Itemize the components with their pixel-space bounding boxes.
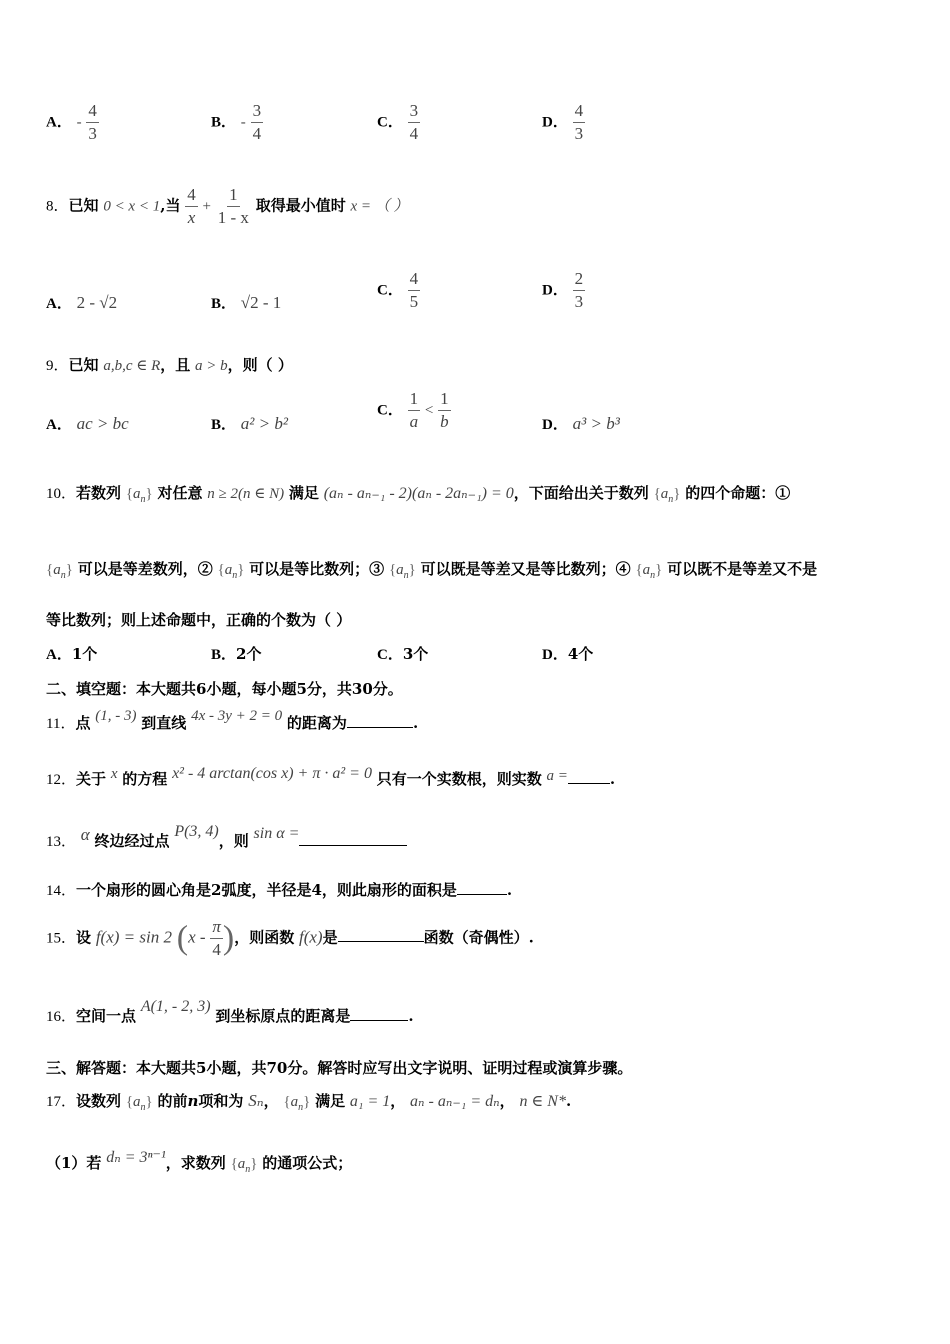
question-number: 10．: [46, 486, 77, 502]
fraction: [86, 102, 99, 143]
text: 关于: [76, 770, 107, 788]
fraction: [573, 102, 586, 143]
q8-option-a: [46, 292, 117, 313]
text: .: [408, 1007, 414, 1025]
answer-blank[interactable]: [568, 783, 610, 784]
option-label: A．: [46, 296, 72, 312]
text: 若数列: [76, 484, 122, 502]
alpha: α: [80, 825, 90, 844]
section-3-heading: 三、解答题：本大题共5小题，共70分。解答时应写出文字说明、证明过程或演算步骤。: [46, 1059, 633, 1077]
question-10: [46, 482, 790, 505]
option-text: 1个: [71, 645, 98, 663]
math-condition: n ≥ 2(n ∈ N): [207, 486, 285, 502]
question-number: 9．: [46, 358, 69, 374]
q8-option-d: [542, 270, 585, 311]
q10-option-a: [46, 643, 97, 664]
text: 可以是等差数列，②: [77, 560, 213, 578]
q7-option-a: [46, 102, 99, 143]
numerator: π: [210, 918, 223, 939]
text: ，: [499, 1092, 515, 1110]
option-text: √2 - 1: [240, 293, 282, 312]
part-label: （1）若: [46, 1154, 102, 1172]
text: 可以是等比数列；③: [249, 560, 385, 578]
question-number: 17．: [46, 1094, 77, 1110]
question-number: 13．: [46, 834, 77, 850]
seq-symbol: a: [237, 1156, 246, 1172]
sign: -: [76, 114, 82, 131]
option-label: A．: [46, 114, 72, 131]
q7-option-d: [542, 102, 585, 143]
fraction: [408, 270, 421, 311]
option-text: 2 - √2: [76, 293, 118, 312]
math-equation: x² - 4 arctan(cos x) + π · a² = 0: [172, 765, 372, 782]
function: f(x): [298, 927, 323, 947]
sequence: $\{a_n\}$: [388, 562, 416, 581]
question-number: 16．: [46, 1009, 77, 1025]
text: ，则: [218, 832, 249, 850]
math-condition: a > b: [195, 358, 228, 374]
sequence: $\{a_n\}$: [125, 486, 153, 505]
text: 只有一个实数根，则实数: [376, 770, 542, 788]
option-label: D．: [542, 417, 568, 433]
denominator: a: [409, 411, 419, 431]
denominator: 3: [88, 123, 97, 143]
text: 满足: [315, 1092, 346, 1110]
math-condition: a,b,c ∈ R: [103, 358, 161, 374]
sequence: $\{a_n\}$: [653, 486, 681, 505]
question-13: [46, 823, 407, 851]
text: 是: [322, 928, 338, 947]
text: ，则（ ）: [227, 356, 293, 374]
denominator: 4: [212, 939, 221, 959]
denominator: x: [187, 207, 196, 227]
answer-blank[interactable]: [299, 845, 407, 846]
numerator: 1: [438, 390, 451, 411]
condition: n ∈ N*: [519, 1093, 566, 1110]
text: 设数列: [76, 1092, 122, 1110]
option-label: B．: [211, 296, 237, 312]
text: 空间一点: [76, 1007, 137, 1025]
q10-option-c: [377, 643, 428, 664]
question-10-line-3: 等比数列；则上述命题中，正确的个数为（ ）: [46, 611, 352, 629]
numerator: 4: [185, 186, 198, 207]
q7-option-c: [377, 102, 420, 143]
fraction: [210, 918, 223, 959]
seq-symbol: a: [133, 486, 141, 502]
numerator: 3: [408, 102, 421, 123]
numerator: 2: [573, 270, 586, 291]
text: ，: [263, 1092, 279, 1110]
text: 的前: [157, 1092, 188, 1110]
denominator: 3: [574, 123, 584, 143]
option-text: a³ > b³: [572, 414, 620, 433]
condition: dₙ = 3ⁿ⁻¹: [106, 1149, 166, 1166]
numerator: 4: [573, 102, 586, 123]
point: (1, - 3): [95, 708, 137, 724]
sequence: $\{a_n\}$: [46, 562, 73, 581]
text: 到直线: [141, 714, 187, 732]
section-2-heading: 二、填空题：本大题共6小题，每小题5分，共30分。: [46, 680, 403, 698]
q9-option-b: [211, 413, 288, 434]
sum-symbol: Sₙ: [248, 1091, 264, 1110]
condition: a₁ = 1: [349, 1093, 391, 1110]
fraction-2: [216, 186, 251, 227]
option-label: D．: [542, 647, 568, 663]
question-9: [46, 354, 293, 375]
option-label: A．: [46, 417, 72, 433]
q8-option-b: [211, 292, 281, 313]
condition: aₙ - aₙ₋₁ = dₙ: [410, 1093, 500, 1110]
text: 的通项公式；: [262, 1154, 353, 1172]
text: 设: [76, 928, 92, 947]
option-label: C．: [377, 282, 403, 299]
fraction: [573, 270, 586, 311]
option-text: a² > b²: [240, 414, 288, 433]
question-14: [46, 879, 512, 900]
question-17-part-1: [46, 1149, 353, 1175]
q9-option-d: [542, 413, 620, 434]
text: 函数（奇偶性）.: [423, 928, 534, 947]
math-expression: sin α =: [253, 825, 300, 842]
text: ,当: [160, 196, 181, 215]
sequence: $\{a_n\}$: [217, 562, 245, 581]
text: 的四个命题：①: [685, 484, 791, 502]
question-16: [46, 998, 414, 1026]
text: 对任意: [157, 484, 203, 502]
sequence: $\{a_n\}$: [283, 1094, 311, 1113]
option-text: 3个: [402, 645, 429, 663]
text: 可以既不是等差又不是: [667, 560, 818, 578]
text: ，且: [160, 356, 191, 374]
option-label: C．: [377, 402, 403, 419]
text: 的方程: [122, 770, 168, 788]
fraction: [438, 390, 451, 431]
answer-blank[interactable]: [347, 727, 413, 728]
text: 终边经过点: [94, 832, 170, 850]
option-label: C．: [377, 114, 403, 131]
q10-option-d: [542, 643, 593, 664]
text: ，: [390, 1092, 406, 1110]
text: 取得最小值时: [255, 196, 346, 215]
text: ，求数列: [165, 1154, 226, 1172]
question-number: 11．: [46, 716, 76, 732]
fraction: [251, 102, 264, 143]
q9-option-c: [377, 390, 451, 431]
text: 已知: [68, 196, 99, 215]
variable: a =: [546, 768, 568, 784]
question-17: [46, 1090, 571, 1113]
option-label: D．: [542, 282, 568, 299]
sequence: $\{a_n\}$: [125, 1094, 153, 1113]
line-equation: 4x - 3y + 2 = 0: [191, 708, 283, 724]
question-number: 8．: [46, 198, 69, 215]
text: 到坐标原点的距离是: [215, 1007, 351, 1025]
question-number: 14．: [46, 883, 77, 899]
point: A(1, - 2, 3): [140, 998, 211, 1015]
option-label: C．: [377, 647, 403, 663]
answer-blank[interactable]: [350, 1020, 408, 1021]
variable: x: [110, 766, 118, 782]
text: ，下面给出关于数列: [513, 484, 649, 502]
text: .: [565, 1092, 572, 1110]
text: 已知: [68, 356, 99, 374]
question-8: [46, 186, 409, 227]
denominator: b: [440, 411, 449, 431]
less-than: <: [424, 402, 434, 419]
option-text: ac > bc: [76, 414, 129, 433]
plus: +: [202, 198, 211, 215]
denominator: 3: [574, 291, 584, 311]
option-label: B．: [211, 417, 237, 433]
text: 可以既是等差又是等比数列；④: [420, 560, 631, 578]
option-label: B．: [211, 647, 237, 663]
option-label: A．: [46, 647, 72, 663]
denominator: 4: [409, 123, 419, 143]
fraction-1: [185, 186, 198, 227]
answer-blank[interactable]: [457, 894, 507, 895]
text: 一个扇形的圆心角是2弧度，半径是4，则此扇形的面积是: [76, 881, 457, 899]
function: f(x) = sin 2: [95, 927, 172, 947]
sequence: $\{a_n\}$: [230, 1156, 258, 1175]
text: ，则函数: [234, 928, 295, 947]
sequence: $\{a_n\}$: [635, 562, 663, 581]
denominator: 5: [409, 291, 419, 311]
numerator: 1: [408, 390, 421, 411]
numerator: 3: [251, 102, 264, 123]
math-condition: 0 < x < 1: [103, 198, 161, 215]
variable: n: [187, 1092, 199, 1110]
question-11: [46, 708, 419, 733]
option-text: 4个: [567, 645, 594, 663]
text: 项和为: [198, 1092, 244, 1110]
fraction: [408, 102, 421, 143]
text: 满足: [288, 484, 319, 502]
text: 的距离为: [286, 714, 347, 732]
option-label: D．: [542, 114, 568, 131]
denominator: 4: [252, 123, 262, 143]
option-label: B．: [211, 114, 237, 131]
sign: -: [240, 114, 246, 131]
denominator: 1 - x: [217, 207, 249, 227]
numerator: 1: [227, 186, 240, 207]
fraction: [408, 390, 421, 431]
text: 点: [75, 714, 91, 732]
question-number: 12．: [46, 772, 77, 788]
numerator: 4: [408, 270, 421, 291]
math-equation: (aₙ - aₙ₋₁ - 2)(aₙ - 2aₙ₋₁) = 0: [323, 485, 514, 502]
seq-symbol: a: [133, 1094, 141, 1110]
numerator: 4: [86, 102, 99, 123]
question-number: 15．: [46, 930, 77, 947]
question-15: 15．设 f(x) = sin 2 (x - $\frac{\pi}{4}$ )，则函数 f(x)是 函数（奇偶性）.: [46, 917, 534, 959]
q8-option-c: [377, 270, 420, 311]
text: .: [609, 770, 616, 788]
inner-expr: x -: [188, 927, 206, 947]
answer-blank[interactable]: [338, 941, 424, 942]
point: P(3, 4): [174, 823, 219, 840]
q10-option-b: [211, 643, 261, 664]
question-12: [46, 765, 616, 789]
q9-option-a: [46, 413, 129, 434]
text: x = （ ）: [350, 198, 409, 215]
option-text: 2个: [236, 645, 262, 663]
q7-option-b: [211, 102, 263, 143]
text: .: [412, 714, 419, 732]
text: .: [506, 881, 513, 899]
question-10-line-2: [46, 558, 817, 581]
